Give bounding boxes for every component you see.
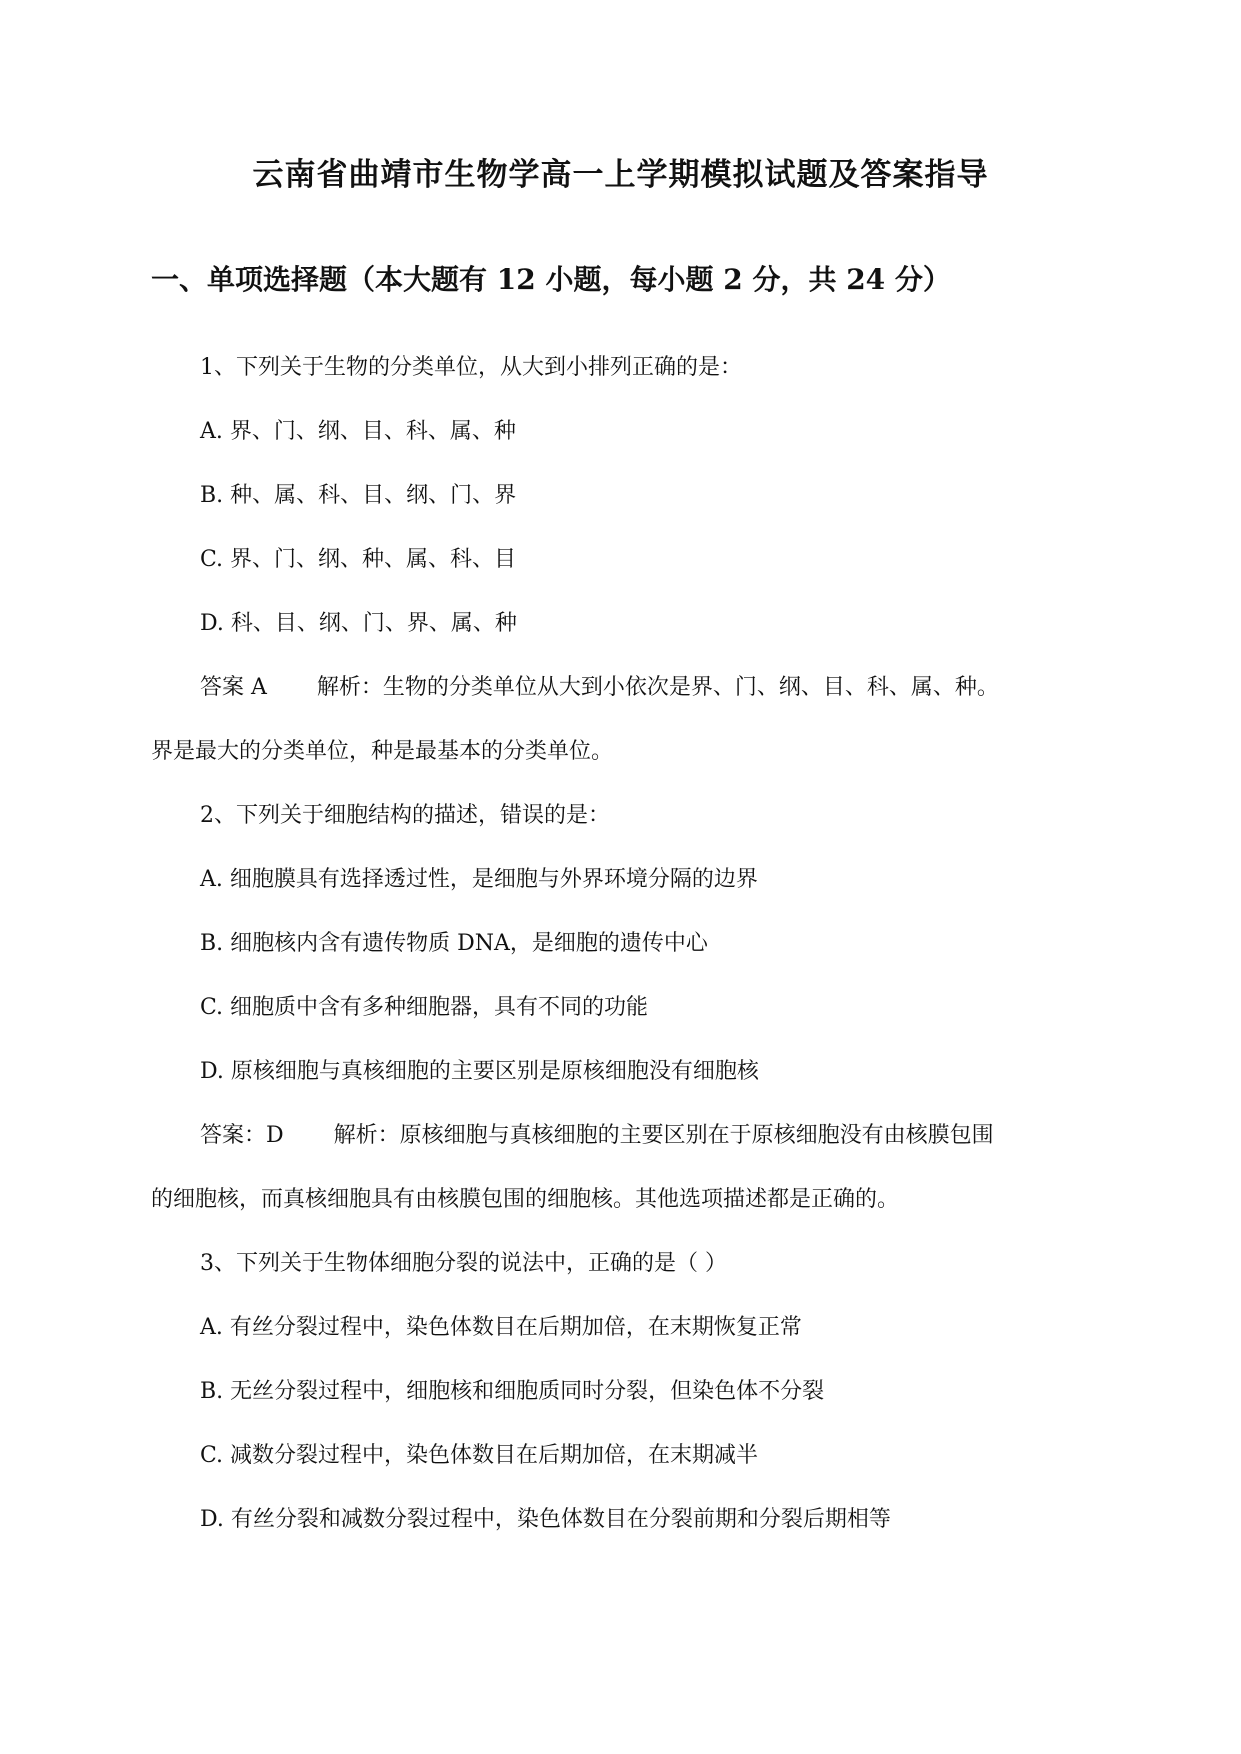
question-2-answer-row xyxy=(200,1120,994,1152)
question-1-answer-row xyxy=(200,672,999,704)
question-1-option-b: B. 种、属、科、目、纲、门、界 xyxy=(200,483,517,508)
question-3-option-c: C. 减数分裂过程中，染色体数目在后期加倍，在末期减半 xyxy=(200,1443,759,1468)
question-2-stem: 2、下列关于细胞结构的描述，错误的是： xyxy=(200,803,610,828)
question-3-stem: 3、下列关于生物体细胞分裂的说法中，正确的是（ ） xyxy=(200,1251,727,1276)
question-2-option-a: A. 细胞膜具有选择透过性，是细胞与外界环境分隔的边界 xyxy=(200,867,758,892)
question-1-option-c: C. 界、门、纲、种、属、科、目 xyxy=(200,547,517,572)
question-2-analysis: 解析：原核细胞与真核细胞的主要区别在于原核细胞没有由核膜包围 xyxy=(333,1123,994,1148)
question-2-option-d: D. 原核细胞与真核细胞的主要区别是原核细胞没有细胞核 xyxy=(200,1059,759,1084)
question-1-answer: 答案 A xyxy=(200,675,267,700)
question-2-option-c: C. 细胞质中含有多种细胞器，具有不同的功能 xyxy=(200,995,649,1020)
question-3-option-b: B. 无丝分裂过程中，细胞核和细胞质同时分裂，但染色体不分裂 xyxy=(200,1379,825,1404)
question-2-analysis-continued: 的细胞核，而真核细胞具有由核膜包围的细胞核。其他选项描述都是正确的。 xyxy=(151,1187,900,1212)
question-2-answer: 答案：D xyxy=(200,1123,284,1148)
document-title: 云南省曲靖市生物学高一上学期模拟试题及答案指导 xyxy=(252,157,989,193)
question-1-stem: 1、下列关于生物的分类单位，从大到小排列正确的是： xyxy=(200,355,742,380)
question-2-option-b: B. 细胞核内含有遗传物质 DNA，是细胞的遗传中心 xyxy=(200,931,708,956)
question-3-option-a: A. 有丝分裂过程中，染色体数目在后期加倍，在末期恢复正常 xyxy=(200,1315,802,1340)
question-1-option-d: D. 科、目、纲、门、界、属、种 xyxy=(200,611,517,636)
section-heading: 一、单项选择题（本大题有 12 小题，每小题 2 分，共 24 分） xyxy=(151,263,951,296)
question-1-analysis-continued: 界是最大的分类单位，种是最基本的分类单位。 xyxy=(151,739,614,764)
question-1-option-a: A. 界、门、纲、目、科、属、种 xyxy=(200,419,516,444)
question-3-option-d: D. 有丝分裂和减数分裂过程中，染色体数目在分裂前期和分裂后期相等 xyxy=(200,1507,891,1532)
question-1-analysis: 解析：生物的分类单位从大到小依次是界、门、纲、目、科、属、种。 xyxy=(316,675,999,700)
